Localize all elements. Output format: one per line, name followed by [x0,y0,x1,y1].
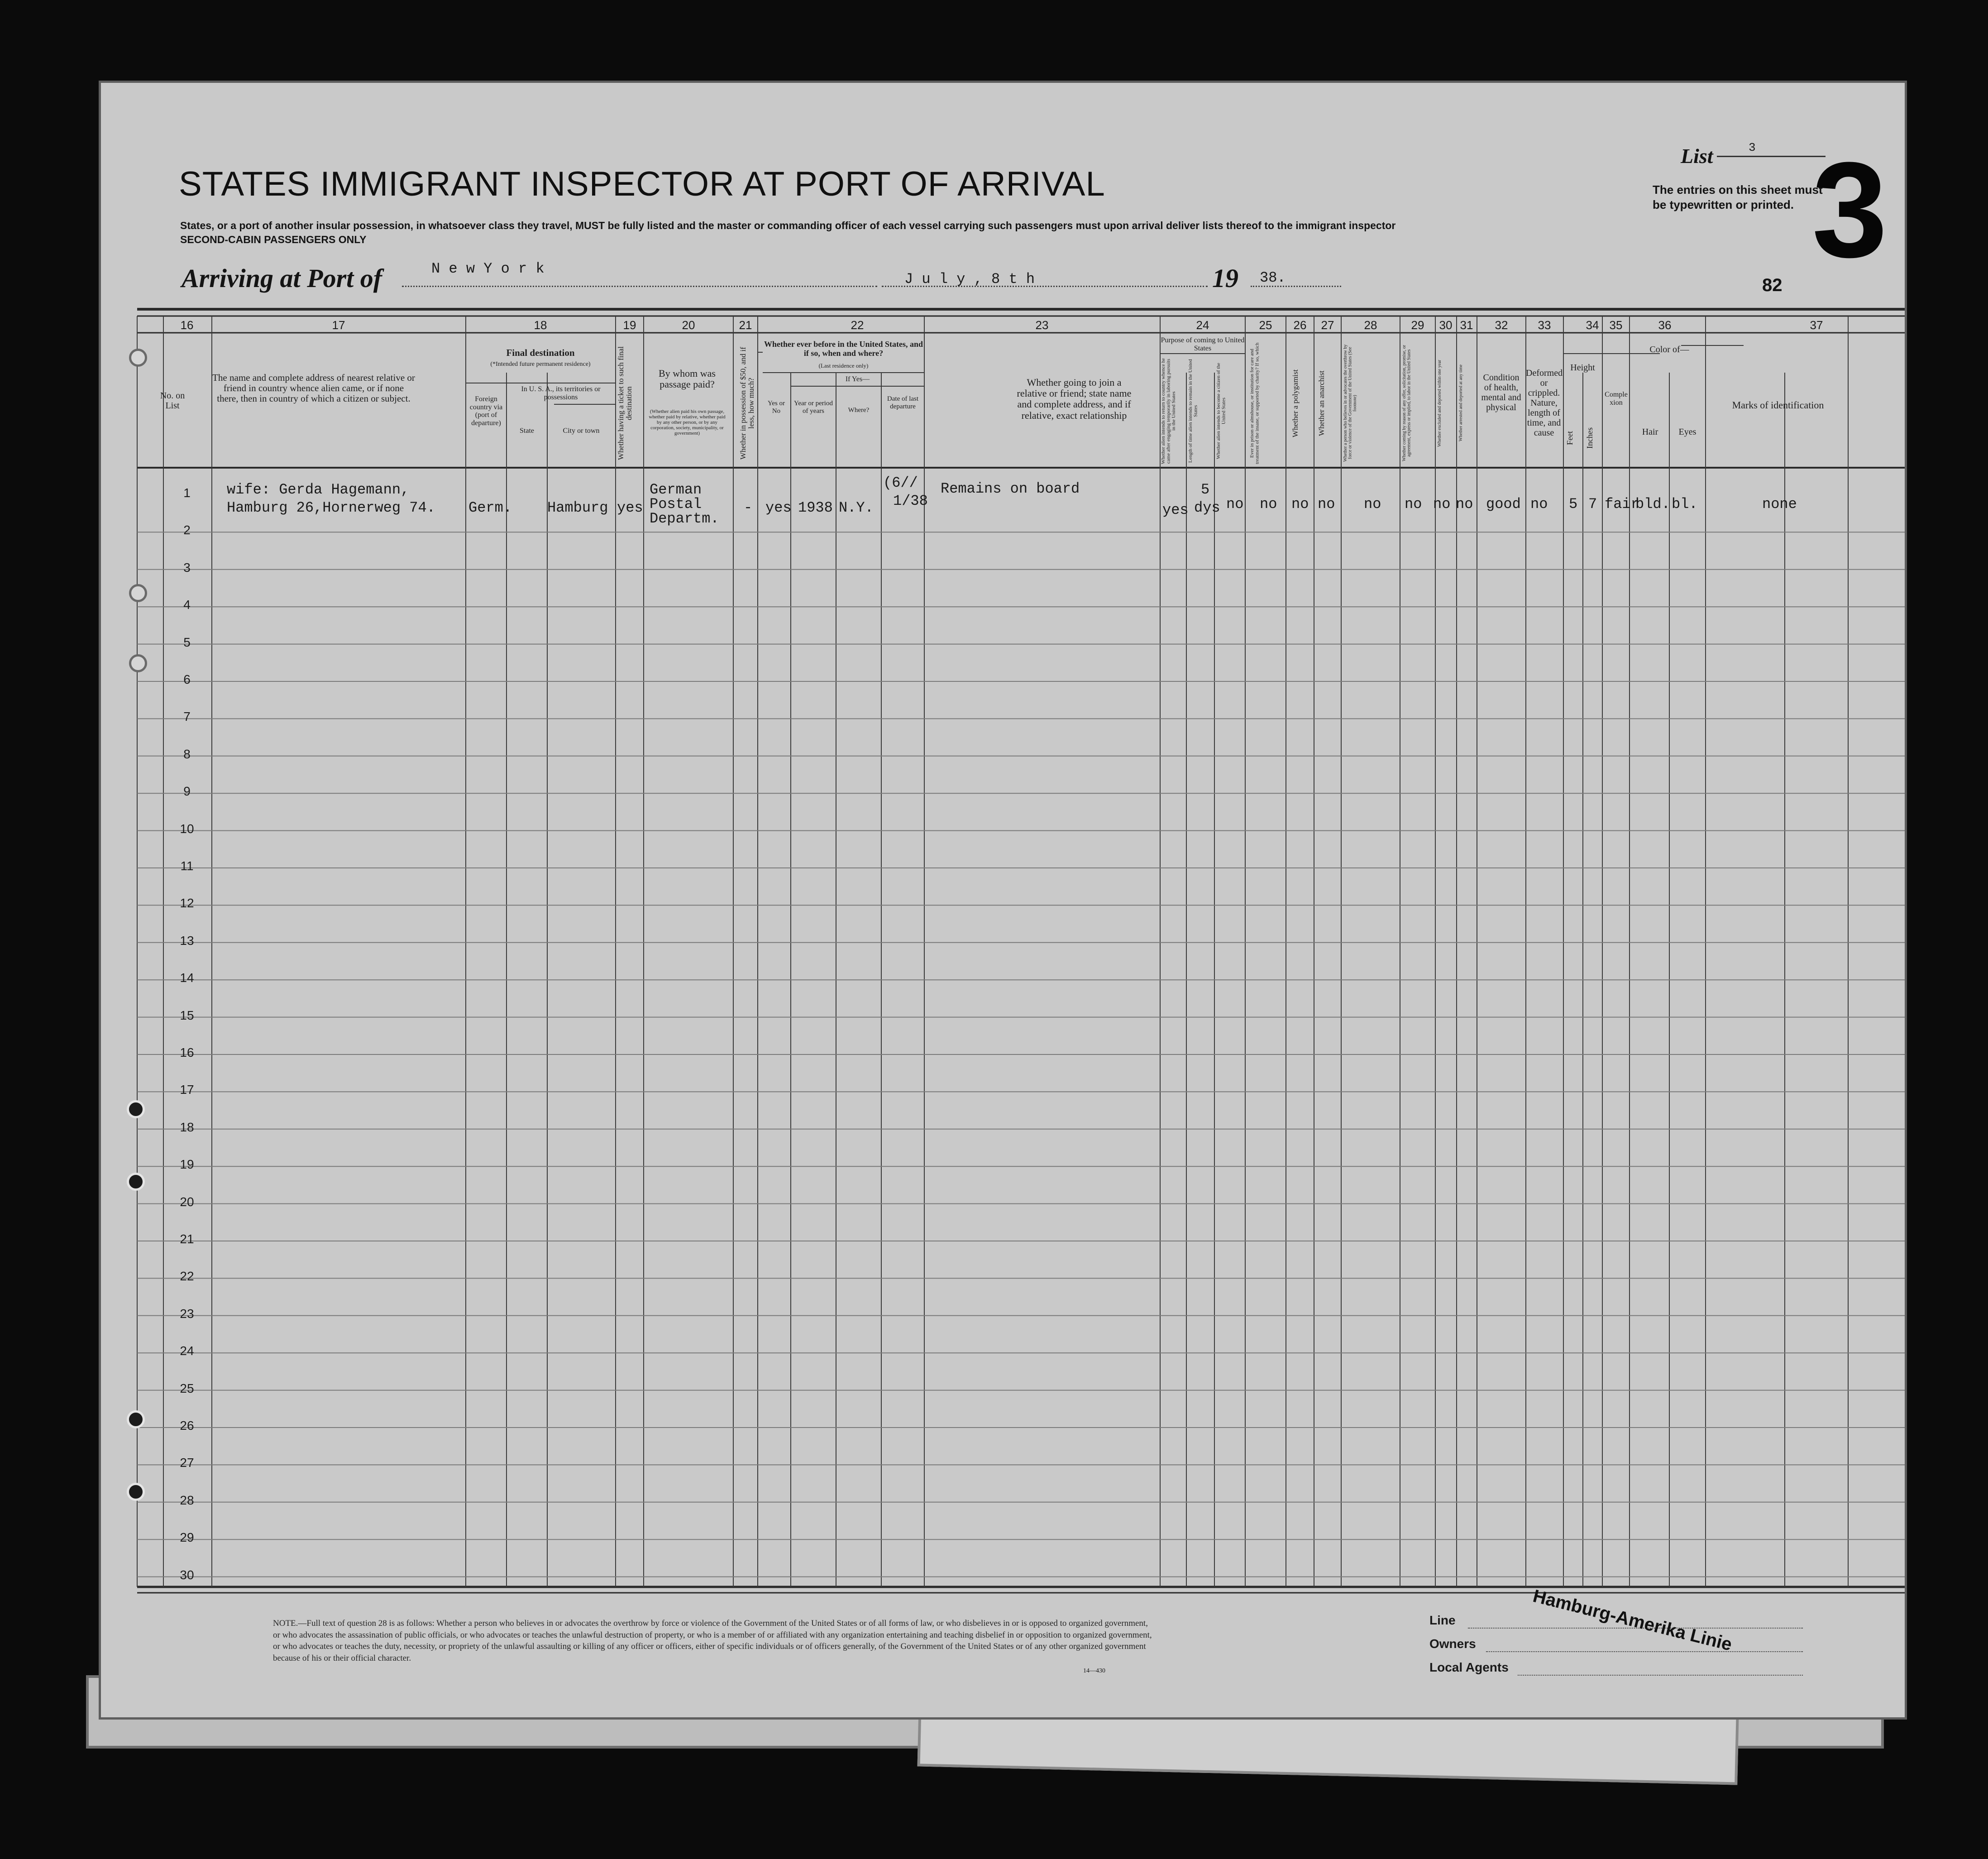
header-color-of: Color of— [1649,345,1689,355]
entry-before-year: 1938 [798,499,833,516]
row-number: 5 [183,635,191,649]
list-label: List [1681,144,1713,168]
header-excluded: Whether excluded and deported within one year [1437,359,1442,447]
entries-note: The entries on this sheet must be typewritten or printed. [1653,183,1823,211]
entry-passage-line1: German [650,481,702,498]
header-return-intent: Whether alien intends to return to country whence he came after engaging temporarily in laboring pursuits in the United States [1161,358,1177,464]
column-number: 35 [1609,318,1623,332]
entry-joining: Remains on board [941,480,1080,497]
row-number: 30 [180,1567,194,1582]
row-number: 15 [180,1008,194,1022]
passenger-class: SECOND-CABIN PASSENGERS ONLY [180,234,367,245]
entry-return-intent: yes [1162,502,1189,518]
owners-field [1486,1651,1803,1652]
column-number: 19 [623,318,636,332]
column-number: 16 [180,318,194,332]
column-number: 23 [1035,318,1049,332]
row-number: 25 [180,1381,194,1395]
owners-label: Owners [1429,1637,1476,1651]
entry-last-departure-line1: (6// [883,474,918,491]
header-final-destination-sub: (*Intended future permanent residence) [490,361,591,368]
column-number: 26 [1293,318,1307,332]
row-number: 17 [180,1083,194,1097]
arrival-port: N e w Y o r k [431,260,545,277]
header-feet: Feet [1565,431,1574,446]
header-purpose: Purpose of coming to United States [1161,336,1245,352]
header-length-of-stay: Length of time alien intends to remain in the United States [1188,359,1199,463]
header-final-destination: Final destination [506,347,575,358]
column-number: 24 [1196,318,1209,332]
column-number: 22 [851,318,864,332]
header-money: Whether in possession of $50, and if less, how much? [739,347,755,460]
row-number: 1 [183,486,191,500]
local-agents-label: Local Agents [1429,1660,1509,1674]
row-number: 4 [183,598,191,612]
footnote: NOTE.—Full text of question 28 is as follows: Whether a person who believes in or advocates the overthrow by force or violence of the Government of the United States or of all forms of law, or who disbelieves in or is opposed to organized government, or who advocates the assassination of public officials, or who advocates or teaches the unlawful destruction of property, or who is a member of or affiliated with any organization entertaining and teaching disbelief in or opposition to organized government, or who advocates or teaches the duty, necessity, or propriety of the unlawful assaulting or killing of any officer or officers, either of specific individuals or of officers generally, of the Government of the United States or of any other organized government because of his or their official character. [273,1619,1152,1663]
row-number: 2 [183,523,191,537]
column-number: 17 [332,318,345,332]
header-joining: Whether going to join a relative or friend; state name and complete address, and if relative, exact relationship [1017,377,1132,421]
row-number: 18 [180,1120,194,1134]
entry-polygamist: no [1291,496,1309,513]
header-yes-no: Yes or No [767,400,785,415]
row-number: 10 [180,821,194,836]
row-number: 20 [180,1194,194,1209]
row-number: 24 [180,1344,194,1358]
column-number: 32 [1495,318,1508,332]
entry-excluded: no [1433,496,1451,513]
arrival-date: J u l y , 8 t h [904,271,1035,287]
entry-before-in-us: yes [765,499,792,516]
header-height: Height [1570,363,1595,373]
entry-passage-line3: Departm. [650,510,719,527]
header-passage-sub: (Whether alien paid his own passage, whether paid by relative, whether paid by any other person, or by any corporation, society, municipality, or government) [649,409,726,436]
header-polygamist: Whether a polygamist [1291,369,1300,437]
header-no-on-list: No. on List [160,391,185,411]
column-number: 33 [1538,318,1551,332]
row-number: 13 [180,933,194,948]
row-number: 8 [183,747,191,761]
header-hair: Hair [1642,427,1658,437]
header-state: State [520,427,534,435]
entry-anarchist: no [1318,496,1335,513]
row-number: 14 [180,971,194,985]
row-number: 3 [183,560,191,575]
row-number: 9 [183,784,191,799]
form-number: 14—430 [1083,1667,1105,1674]
binder-hole-icon [127,1410,145,1428]
header-inches: Inches [1585,427,1594,449]
entry-relative-line2: Hamburg 26,Hornerweg 74. [227,499,435,516]
entry-last-departure-line2: 1/38 [893,493,928,509]
column-number: 36 [1658,318,1672,332]
header-year: Year or period of years [794,400,833,415]
entry-deformed: no [1530,496,1548,513]
row-number: 16 [180,1045,194,1059]
header-passage: By whom was passage paid? [659,368,716,390]
entry-ticket: yes [617,499,643,516]
arrival-year: 38. [1260,269,1286,286]
agents-field [1518,1675,1803,1676]
header-city: City or town [563,427,600,435]
header-health: Condition of health, mental and physical [1481,373,1521,412]
header-deformed: Deformed or crippled. Nature, length of time, and cause [1526,368,1563,438]
entry-inches: 7 [1588,496,1597,513]
header-ticket: Whether having a ticket to such final destination [616,346,633,460]
year-prefix: 19 [1212,264,1238,293]
row-number: 28 [180,1493,194,1507]
column-number: 28 [1364,318,1377,332]
entry-relative-line1: wife: Gerda Hagemann, [227,481,410,498]
big-list-number: 3 [1812,134,1888,286]
entry-passage-line2: Postal [650,496,702,513]
header-deported: Whether arrested and deported at any time [1458,364,1463,442]
row-number: 29 [180,1530,194,1545]
header-overthrow: Whether a person who believes in or advocates the overthrow by force or violence of the Government of the United States (See footnote) [1343,344,1357,462]
entry-overthrow: no [1364,496,1381,513]
header-prison: Ever in prison or almshouse, or institution for care and treatment of the insane, or supported by charity? If so, which [1249,342,1260,464]
entry-money: - [744,499,753,516]
entry-citizen-intent: no [1226,496,1244,513]
header-before-sub: (Last residence only) [818,362,869,369]
entry-length-line2: dys [1194,499,1220,516]
header-eyes: Eyes [1678,427,1696,437]
header-labor-offer: Whether coming by reason of any offer, solicitation, promise, or agreement, express or implied, to labor in the United States [1402,345,1412,462]
header-complexion: Complexion [1605,391,1628,407]
entry-complexion: fair [1605,496,1639,513]
header-citizen-intent: Whether alien intends to become a citizen of the United States [1216,363,1227,460]
shipping-line-stamp: Hamburg-Amerika Linie [1531,1586,1734,1655]
header-last-departure: Date of last departure [887,395,919,410]
entry-labor-offer: no [1405,496,1422,513]
header-if-yes: If Yes— [845,375,870,383]
binder-hole-icon [129,654,147,672]
entry-prison: no [1260,496,1277,513]
column-number: 30 [1439,318,1453,332]
page-number: 82 [1762,275,1783,295]
row-number: 11 [180,859,194,873]
entry-deported: no [1456,496,1473,513]
column-number: 29 [1411,318,1424,332]
entry-length-line1: 5 [1201,481,1210,498]
header-where: Where? [848,407,870,414]
entry-hair: bld. [1635,496,1670,513]
row-number: 12 [180,896,194,910]
column-number: 18 [534,318,547,332]
arriving-label: Arriving at Port of [182,264,382,293]
header-marks: Marks of identification [1732,399,1824,411]
column-number: 37 [1810,318,1823,332]
entry-city: Hamburg [547,499,608,516]
row-number: 23 [180,1306,194,1321]
column-number: 34 [1586,318,1599,332]
entry-feet: 5 [1569,496,1578,513]
column-number: 25 [1259,318,1272,332]
entry-before-where: N.Y. [839,499,874,516]
entry-foreign-country: Germ. [468,499,512,516]
binder-hole-icon [127,1173,145,1191]
manifest-grid [101,83,1905,1717]
entry-health: good [1486,496,1521,513]
line-label: Line [1429,1613,1456,1627]
entry-eyes: bl. [1672,496,1698,513]
row-number: 19 [180,1157,194,1172]
binder-hole-icon [127,1100,145,1118]
row-number: 27 [180,1456,194,1470]
row-number: 21 [180,1232,194,1246]
row-number: 6 [183,672,191,686]
list-number: 3 [1749,141,1756,154]
binder-hole-icon [129,584,147,602]
page-subtitle: States, or a port of another insular possession, in whatsoever class they travel, MUST be fully listed and the master or commanding officer of each vessel carrying such passengers must upon arrival deliver lists thereof to the immigrant inspector [180,220,1396,231]
binder-hole-icon [129,349,147,367]
manifest-sheet [99,81,1907,1720]
row-number: 22 [180,1269,194,1284]
entry-marks: none [1762,496,1797,513]
column-number: 21 [739,318,752,332]
column-number: 31 [1460,318,1473,332]
column-number: 20 [682,318,695,332]
header-anarchist: Whether an anarchist [1317,370,1326,436]
binder-hole-icon [127,1483,145,1501]
page-title: STATES IMMIGRANT INSPECTOR AT PORT OF ARRIVAL [179,165,1105,203]
header-foreign-country: Foreign country via (port of departure) [469,395,503,427]
row-number: 26 [180,1418,194,1433]
header-in-usa: In U. S. A., its territories or possessions [521,385,601,401]
column-number: 27 [1321,318,1334,332]
header-relative-address: The name and complete address of nearest relative or friend in country whence alien came, or if none there, then in country of which a citizen or subject. [212,372,415,404]
row-number: 7 [183,709,191,724]
header-before-in-us: Whether ever before in the United States, and if so, when and where? [764,340,923,358]
